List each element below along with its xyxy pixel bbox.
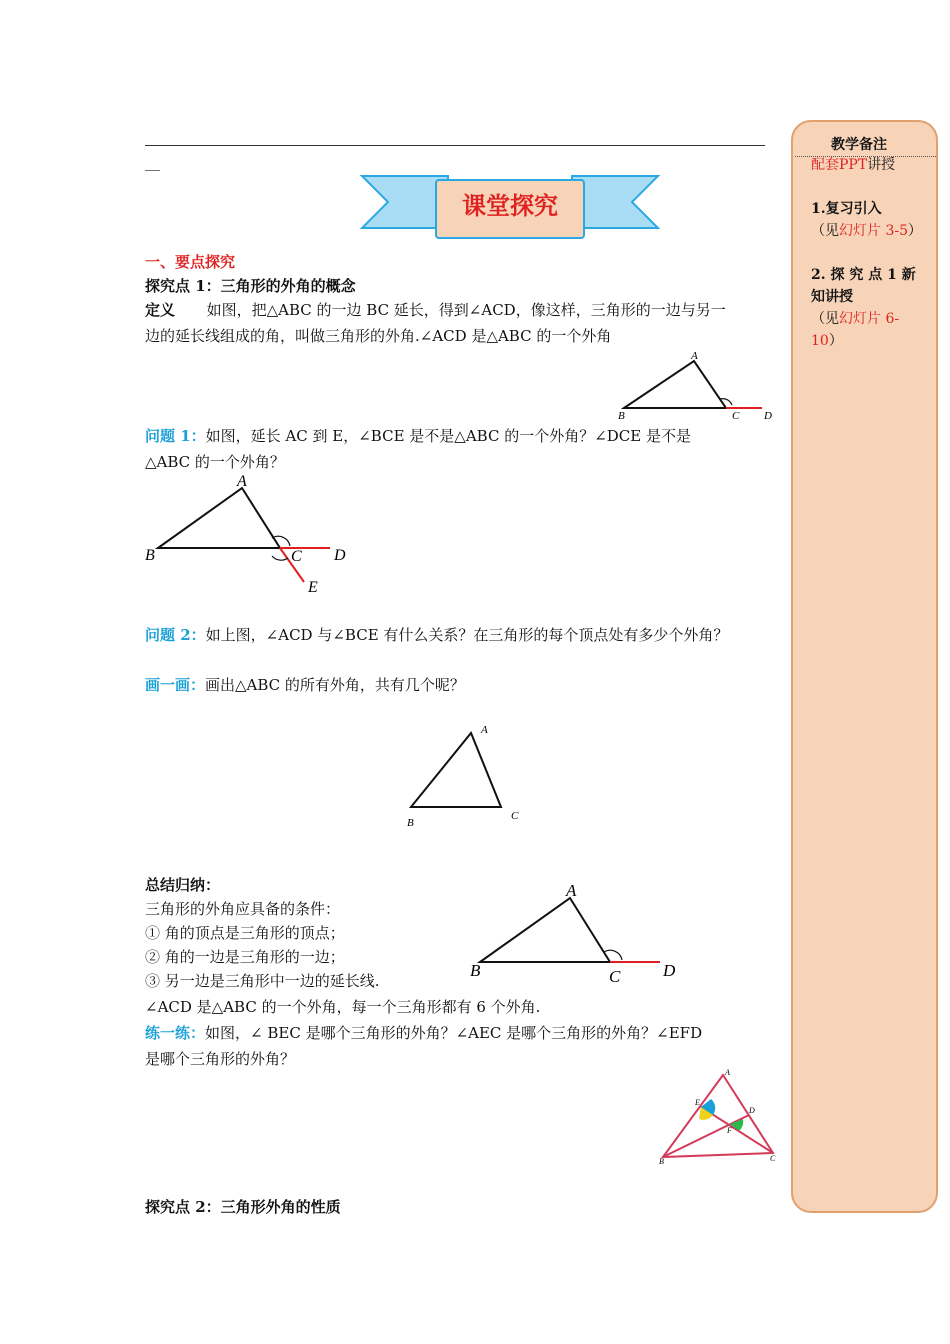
item2-close: ） <box>828 333 843 349</box>
label-e: E <box>695 1098 700 1107</box>
banner-title: 课堂探究 <box>462 192 558 220</box>
label-d: D <box>749 1106 755 1115</box>
label-c: C <box>291 548 302 565</box>
summary-title: 总结归纳： <box>145 876 221 894</box>
definition-line2: 边的延长线组成的角，叫做三角形的外角.∠ACD 是△ABC 的一个外角 <box>145 327 612 345</box>
top-rule <box>145 145 765 146</box>
sidebar-title: 教学备注 <box>831 137 887 153</box>
sidebar-ppt-note <box>811 154 895 176</box>
question1 <box>145 424 691 449</box>
definition-line1: 如图，把△ABC 的一边 BC 延长，得到∠ACD，像这样，三角形的一边与另一 <box>206 301 726 319</box>
point2-title: 探究点 2：三角形外角的性质 <box>145 1198 341 1216</box>
label-c: C <box>511 810 519 822</box>
point1-title: 探究点 1：三角形的外角的概念 <box>145 277 356 295</box>
sidebar-item1-label: 1.复习引入 <box>811 201 882 217</box>
q2-label: 问题 2： <box>145 626 206 644</box>
label-c: C <box>609 967 621 986</box>
ppt-suffix: 讲授 <box>867 157 896 173</box>
ppt-prefix: 配套 <box>811 157 839 173</box>
practice-label: 练一练： <box>145 1024 206 1042</box>
definition <box>145 298 777 323</box>
q1-line1: 如图，延长 AC 到 E，∠BCE 是不是△ABC 的一个外角？∠DCE 是不是 <box>205 427 692 445</box>
summary-line3: ② 角的一边是三角形的一边； <box>145 948 345 966</box>
label-a: A <box>725 1068 730 1077</box>
label-f: F <box>727 1126 732 1135</box>
item1-ref: 幻灯片 3-5 <box>839 223 908 239</box>
section-heading: 一、要点探究 <box>145 253 236 271</box>
sidebar-item1-ref <box>811 220 926 242</box>
label-c: C <box>732 410 740 422</box>
summary-line2: ① 角的顶点是三角形的顶点； <box>145 924 345 942</box>
triangle-abc <box>480 898 610 962</box>
label-a: A <box>237 473 247 490</box>
underscore-tail: __ <box>145 153 160 171</box>
label-b: B <box>145 547 155 564</box>
label-d: D <box>663 961 676 980</box>
item1-open: （见 <box>811 223 839 239</box>
summary-line4: ③ 另一边是三角形中一边的延长线. <box>145 972 380 990</box>
triangle-abc <box>663 1075 773 1157</box>
draw-text: 画出△ABC 的所有外角，共有几个呢？ <box>205 676 465 694</box>
label-a: A <box>481 724 488 736</box>
item2-ref: 幻灯片 6-10 <box>811 311 900 349</box>
label-d: D <box>764 410 772 422</box>
draw-label: 画一画： <box>145 676 206 694</box>
practice-line2: 是哪个三角形的外角？ <box>145 1050 296 1068</box>
label-a: A <box>566 881 577 900</box>
q1-label: 问题 1： <box>145 427 206 445</box>
figure-definition <box>612 345 782 423</box>
definition-label: 定义 <box>145 301 176 319</box>
draw-task <box>145 673 465 698</box>
ppt-word: PPT <box>839 157 868 173</box>
summary-line5: ∠ACD 是△ABC 的一个外角，每一个三角形都有 6 个外角. <box>145 998 541 1016</box>
practice-line1: 如图，∠ BEC 是哪个三角形的外角？∠AEC 是哪个三角形的外角？∠EFD <box>205 1024 703 1042</box>
q2-text: 如上图，∠ACD 与∠BCE 有什么关系？在三角形的每个顶点处有多少个外角？ <box>205 626 729 644</box>
triangle-abc <box>158 488 280 548</box>
label-b: B <box>470 961 481 980</box>
sidebar-item2-ref <box>811 308 926 352</box>
label-d: D <box>334 547 346 564</box>
label-e: E <box>308 579 318 596</box>
question2 <box>145 623 728 648</box>
figure-question1 <box>140 470 360 600</box>
item1-close: ） <box>908 223 922 239</box>
practice <box>145 1021 702 1046</box>
q1-line2: △ABC 的一个外角？ <box>145 453 285 471</box>
label-c: C <box>770 1154 776 1163</box>
triangle-abc <box>624 361 726 408</box>
figure-draw <box>395 715 535 835</box>
label-b: B <box>407 817 414 829</box>
label-a: A <box>691 350 698 362</box>
triangle-abc <box>411 733 501 807</box>
item2-open: （见 <box>811 311 839 327</box>
sidebar-item2-label: 2. 探 究 点 1 新知讲授 <box>811 267 916 305</box>
figure-practice <box>655 1065 785 1165</box>
figure-summary <box>460 878 690 988</box>
label-b: B <box>659 1157 664 1165</box>
summary-line1: 三角形的外角应具备的条件： <box>145 900 341 918</box>
teaching-notes-sidebar <box>791 120 938 1213</box>
segment-be <box>663 1115 749 1157</box>
label-b: B <box>618 410 625 422</box>
